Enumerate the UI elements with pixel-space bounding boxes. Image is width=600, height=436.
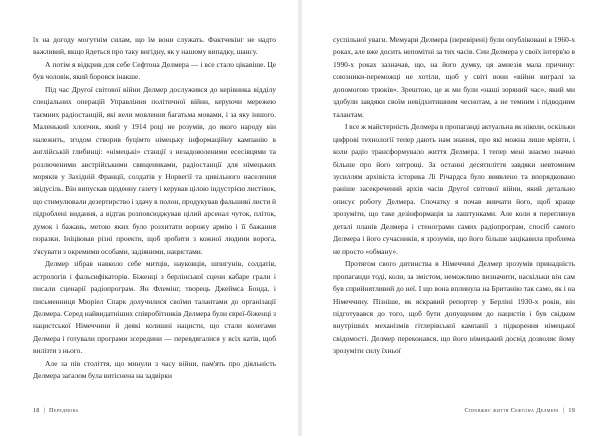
left-page-footer bbox=[33, 407, 79, 414]
left-page-text-column bbox=[33, 34, 276, 383]
left-paragraph-2: А потім я відкрив для себе Сефтона Делмера — і все стало цікавіше. Це був чоловік, який боровся інакше. bbox=[33, 59, 276, 82]
right-page-number: 19 bbox=[568, 407, 575, 414]
left-page-number: 18 bbox=[33, 407, 40, 414]
right-page-footer bbox=[465, 407, 575, 414]
right-page-text-column bbox=[333, 34, 575, 358]
right-footer-separator: | bbox=[562, 407, 565, 414]
left-footer-separator: | bbox=[43, 407, 46, 414]
right-running-head: Справжнє життя Сефтона Делмера bbox=[464, 407, 559, 414]
right-page bbox=[300, 0, 600, 436]
left-running-head: Передмова bbox=[49, 407, 79, 414]
right-paragraph-2: І все ж майстерність Делмера в пропаганді актуальна як ніколи, оскільки цифрові технології тепер дають нам знання, про які можна лише мріяти, і коли радіо трансформувало життя Делмера. І тепер мені знаємо значно більше про його хитрощі. За останні десятиліття завдяки невтомним зусиллям архівіста історика Лі Річардса було виявлено та впорядковано раніше засекречений архів часів Другої світової війни, який детально описує роботу Делмера. Спочатку я почав вивчати його, щоб краще зрозуміти, що таке дезінформація за лаштунками. Але коли я переглянув деталі планів Делмера і стенограми самих радіопрограм, спосіб самого Делмера і його сучасників, я зрозумів, що його більше зацікавила проблема не просто «обману». bbox=[333, 122, 575, 256]
right-paragraph-3: Протягом свого дитинства в Німеччині Делмер зрозумів принадність пропаганди тоді, коли, за змістом, неможливо визначити, наскільки він сам був сприйнятливий до неї. І що вона вплинула на Британію так само, як і на Німеччину. Пізніше, як яскравий репортер у Берліні 1930-х років, він підготувався до того, щоб бути допущеним до нацистів і був свідком внутрішніх механізмів гітлерівської кампанії з підкорення німецької свідомості. Делмер переконався, що його німецький досвід дозволяє йому зрозуміти силу їхньої bbox=[333, 259, 575, 356]
left-paragraph-4: Делмер зібрав навколо себе митців, науковців, шпигунів, солдатів, астрологів і фальсифікаторів. Біженці з берлінської сцени кабаре грали і писали сценарії радіопрограм. Ян Флемінг, творець Джеймса Бонда, і письменниця Мюріел Спарк долучилися своїми талантами до організації Делмера. Серед найвидатніших співробітників Делмера були євреї-біженці з нацистської Німеччини й деякі колишні нацисти, що стали колегами Делмера і готували програми зсередини — перевдягалися у всіх катів, щоб вилізти з нього. bbox=[33, 259, 276, 356]
right-paragraph-1: суспільної уваги. Мемуари Делмера (перевірені) були опубліковані в 1960-х роках, але вже досить непомітні за тих часів. Син Делмера у своїх інтерв'ю в 1990-х роках зазначав, що, на його думку, ця амнезія мала причину: союзники-переможці не хотіли, щоб у світі вони «війни вигралі за допомогою трюків». Зрештою, це ж ми були «наші зоряний час», який ми здобули завдяки своїм невідхитишним чеснотам, а не темним і підводним талантам. bbox=[333, 35, 575, 119]
left-paragraph-1: їх на догоду могутнім силам, що їм вони служать. Фактчекінг не надто важливий, якщо йдеться про таку вигідну, як у нашому випадку, шансу. bbox=[33, 35, 276, 57]
left-paragraph-3: Під час Другої світової війни Делмер дослужився до керівника відділу спеціальних операцій Управління політичної війни, керуючи мережею таємних радіостанцій, які вели мовлення багатьма мовами, і за яку іншого. Маленький хлопчик, який у 1914 році не розумів, до якого народу він належить, згодом створив буцімто німецьку інформаційну кампанію в англійській глибинці: «німецькі» станції з незадоволеними есесівцями та розлюченими австрійськими священиками, радіостанції для німецьких моряків у Західній Франції, солдатів у Норвегії та цивільного населення звідусіль. Він випускав щоденну газету і керував цілою індустрією листівок, що стимулювали дезертирство і здачу в полон, продукував фальшиві листи й підроблені видання, а відтак розповсюджував цілий арсенал чуток, пліток, думок і бажань, метою яких було розхитати ворожу армію і її бажання поразки. Ініціював різні проекти, щоб зробити з кожної людини ворога, з'ясувати з окремими особами, задіяними, нацистами. bbox=[33, 84, 276, 256]
left-paragraph-5: Але за пів століття, що минули з часу війни, пам'ять про діяльність Делмера загалом була витіснена на задвірки bbox=[33, 358, 276, 381]
